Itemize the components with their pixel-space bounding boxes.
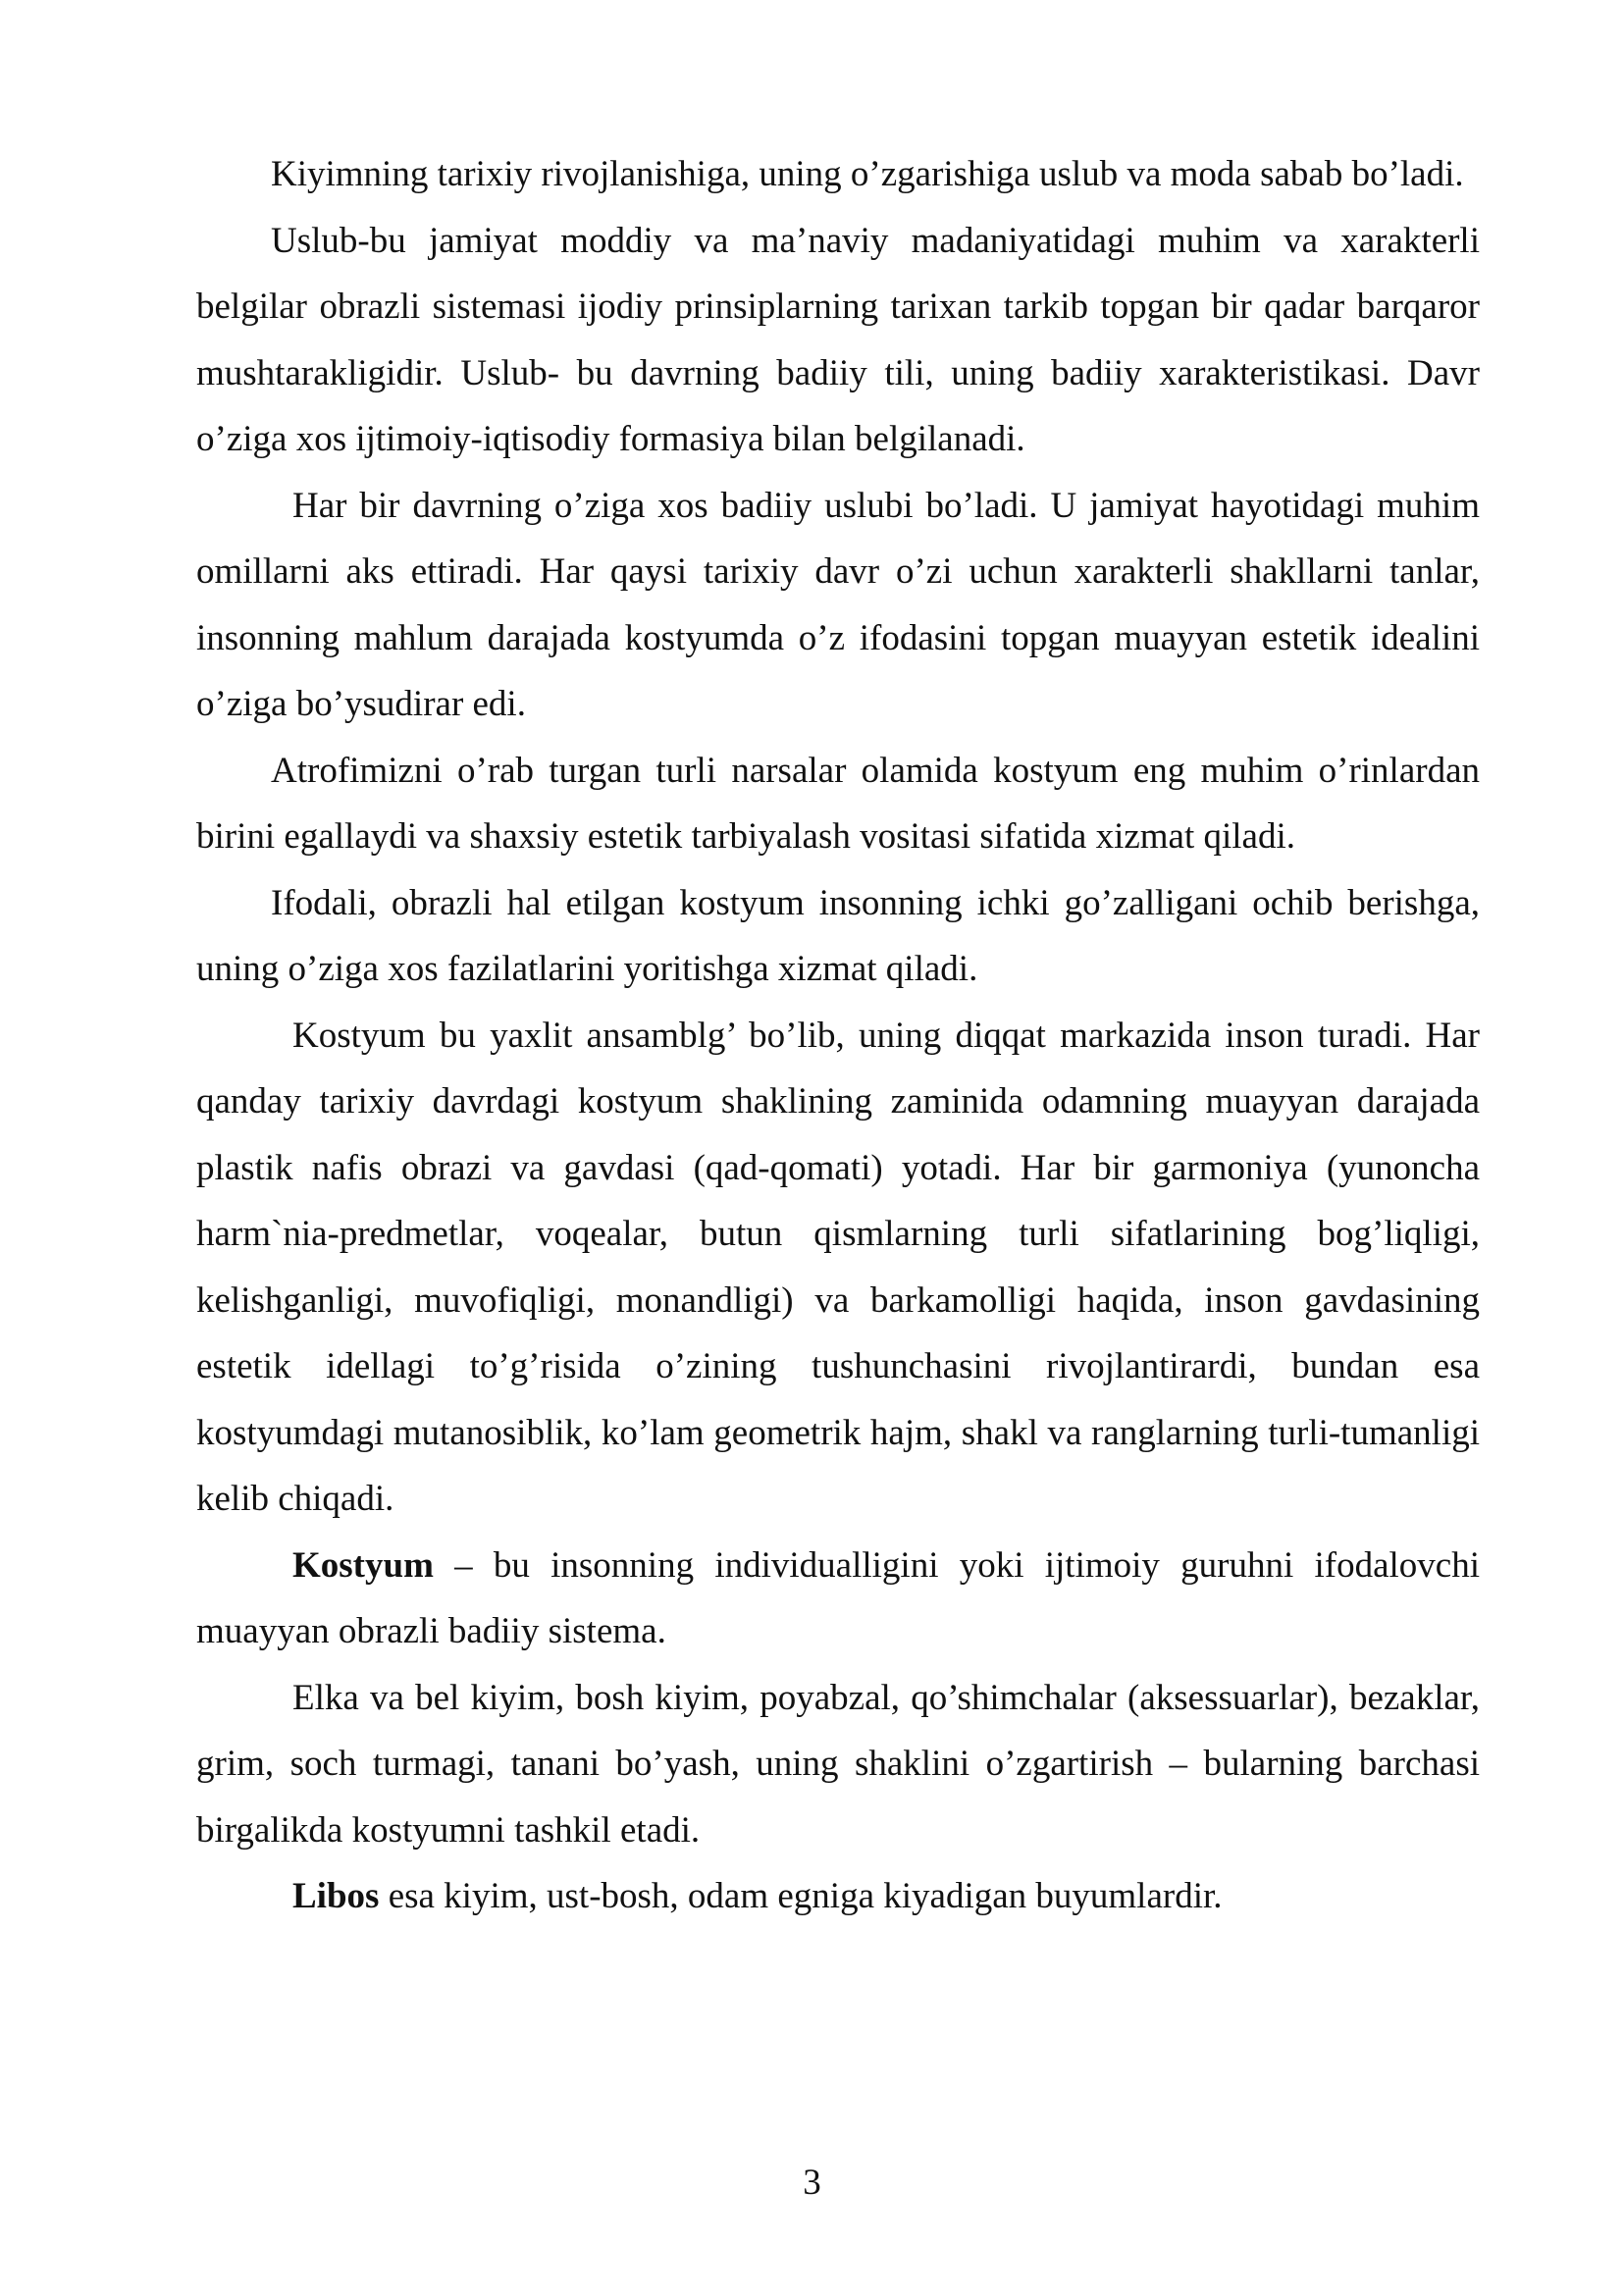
paragraph-text: Kostyum bu yaxlit ansamblg’ bo’lib, uning diqqat markazida inson turadi. Har qanday tarixiy davrdagi kostyum shaklining zaminida odamning muayyan darajada plastik nafis obrazi va gavdasi (qad-qomati) yotadi. Har bir garmoniya (yunoncha harm`nia-predmetlar, voqealar, butun qismlarning turli sifatlarining bog’liqligi, kelishganligi, muvofiqligi, monandligi) va barkamolligi haqida, inson gavdasining estetik idellagi to’g’risida o’zining tushunchasini rivojlantirardi, bundan esa kostyumdagi mutanosiblik, ko’lam geometrik hajm, shakl va ranglarning turli-tumanligi kelib chiqadi. [196, 1015, 1480, 1519]
paragraph-5 [196, 870, 1480, 1003]
paragraph-1 [196, 141, 1480, 208]
paragraph-text: Ifodali, obrazli hal etilgan kostyum insonning ichki go’zalligani ochib berishga, uning o’ziga xos fazilatlarini yoritishga xizmat qiladi. [196, 882, 1480, 989]
paragraph-6 [196, 1003, 1480, 1533]
page-body [196, 141, 1480, 1930]
paragraph-9 [196, 1863, 1480, 1930]
paragraph-text: Atrofimizni o’rab turgan turli narsalar olamida kostyum eng muhim o’rinlardan birini egallaydi va shaxsiy estetik tarbiyalash vositasi sifatida xizmat qiladi. [196, 750, 1480, 857]
page-number: 3 [803, 2163, 821, 2203]
paragraph-text: esa kiyim, ust-bosh, odam egniga kiyadigan buyumlardir. [379, 1876, 1223, 1916]
paragraph-2 [196, 208, 1480, 473]
paragraph-text: Uslub-bu jamiyat moddiy va ma’naviy madaniyatidagi muhim va xarakterli belgilar obrazli sistemasi ijodiy prinsiplarning tarixan tarkib topgan bir qadar barqaror mushtarakligidir. Uslub- bu davrning badiiy tili, uning badiiy xarakteristikasi. Davr o’ziga xos ijtimoiy-iqtisodiy formasiya bilan belgilanadi. [196, 220, 1480, 459]
paragraph-text: Elka va bel kiyim, bosh kiyim, poyabzal, qo’shimchalar (aksessuarlar), bezaklar, grim, soch turmagi, tanani bo’yash, uning shaklini o’zgartirish – bularning barchasi birgalikda kostyumni tashkil etadi. [196, 1677, 1480, 1851]
paragraph-text: Har bir davrning o’ziga xos badiiy uslubi bo’ladi. U jamiyat hayotidagi muhim omillarni aks ettiradi. Har qaysi tarixiy davr o’zi uchun xarakterli shakllarni tanlar, insonning mahlum darajada kostyumda o’z ifodasini topgan muayyan estetik idealini o’ziga bo’ysudirar edi. [196, 485, 1480, 724]
paragraph-8 [196, 1665, 1480, 1864]
paragraph-3 [196, 473, 1480, 738]
bold-term: Kostyum [292, 1544, 434, 1586]
bold-term: Libos [292, 1876, 380, 1916]
paragraph-7 [196, 1533, 1480, 1665]
paragraph-text: – bu insonning individualligini yoki ijtimoiy guruhni ifodalovchi muayyan obrazli badiiy sistema. [196, 1544, 1480, 1651]
paragraph-text: Kiyimning tarixiy rivojlanishiga, uning o’zgarishiga uslub va moda sabab bo’ladi. [271, 154, 1464, 194]
paragraph-4 [196, 738, 1480, 870]
